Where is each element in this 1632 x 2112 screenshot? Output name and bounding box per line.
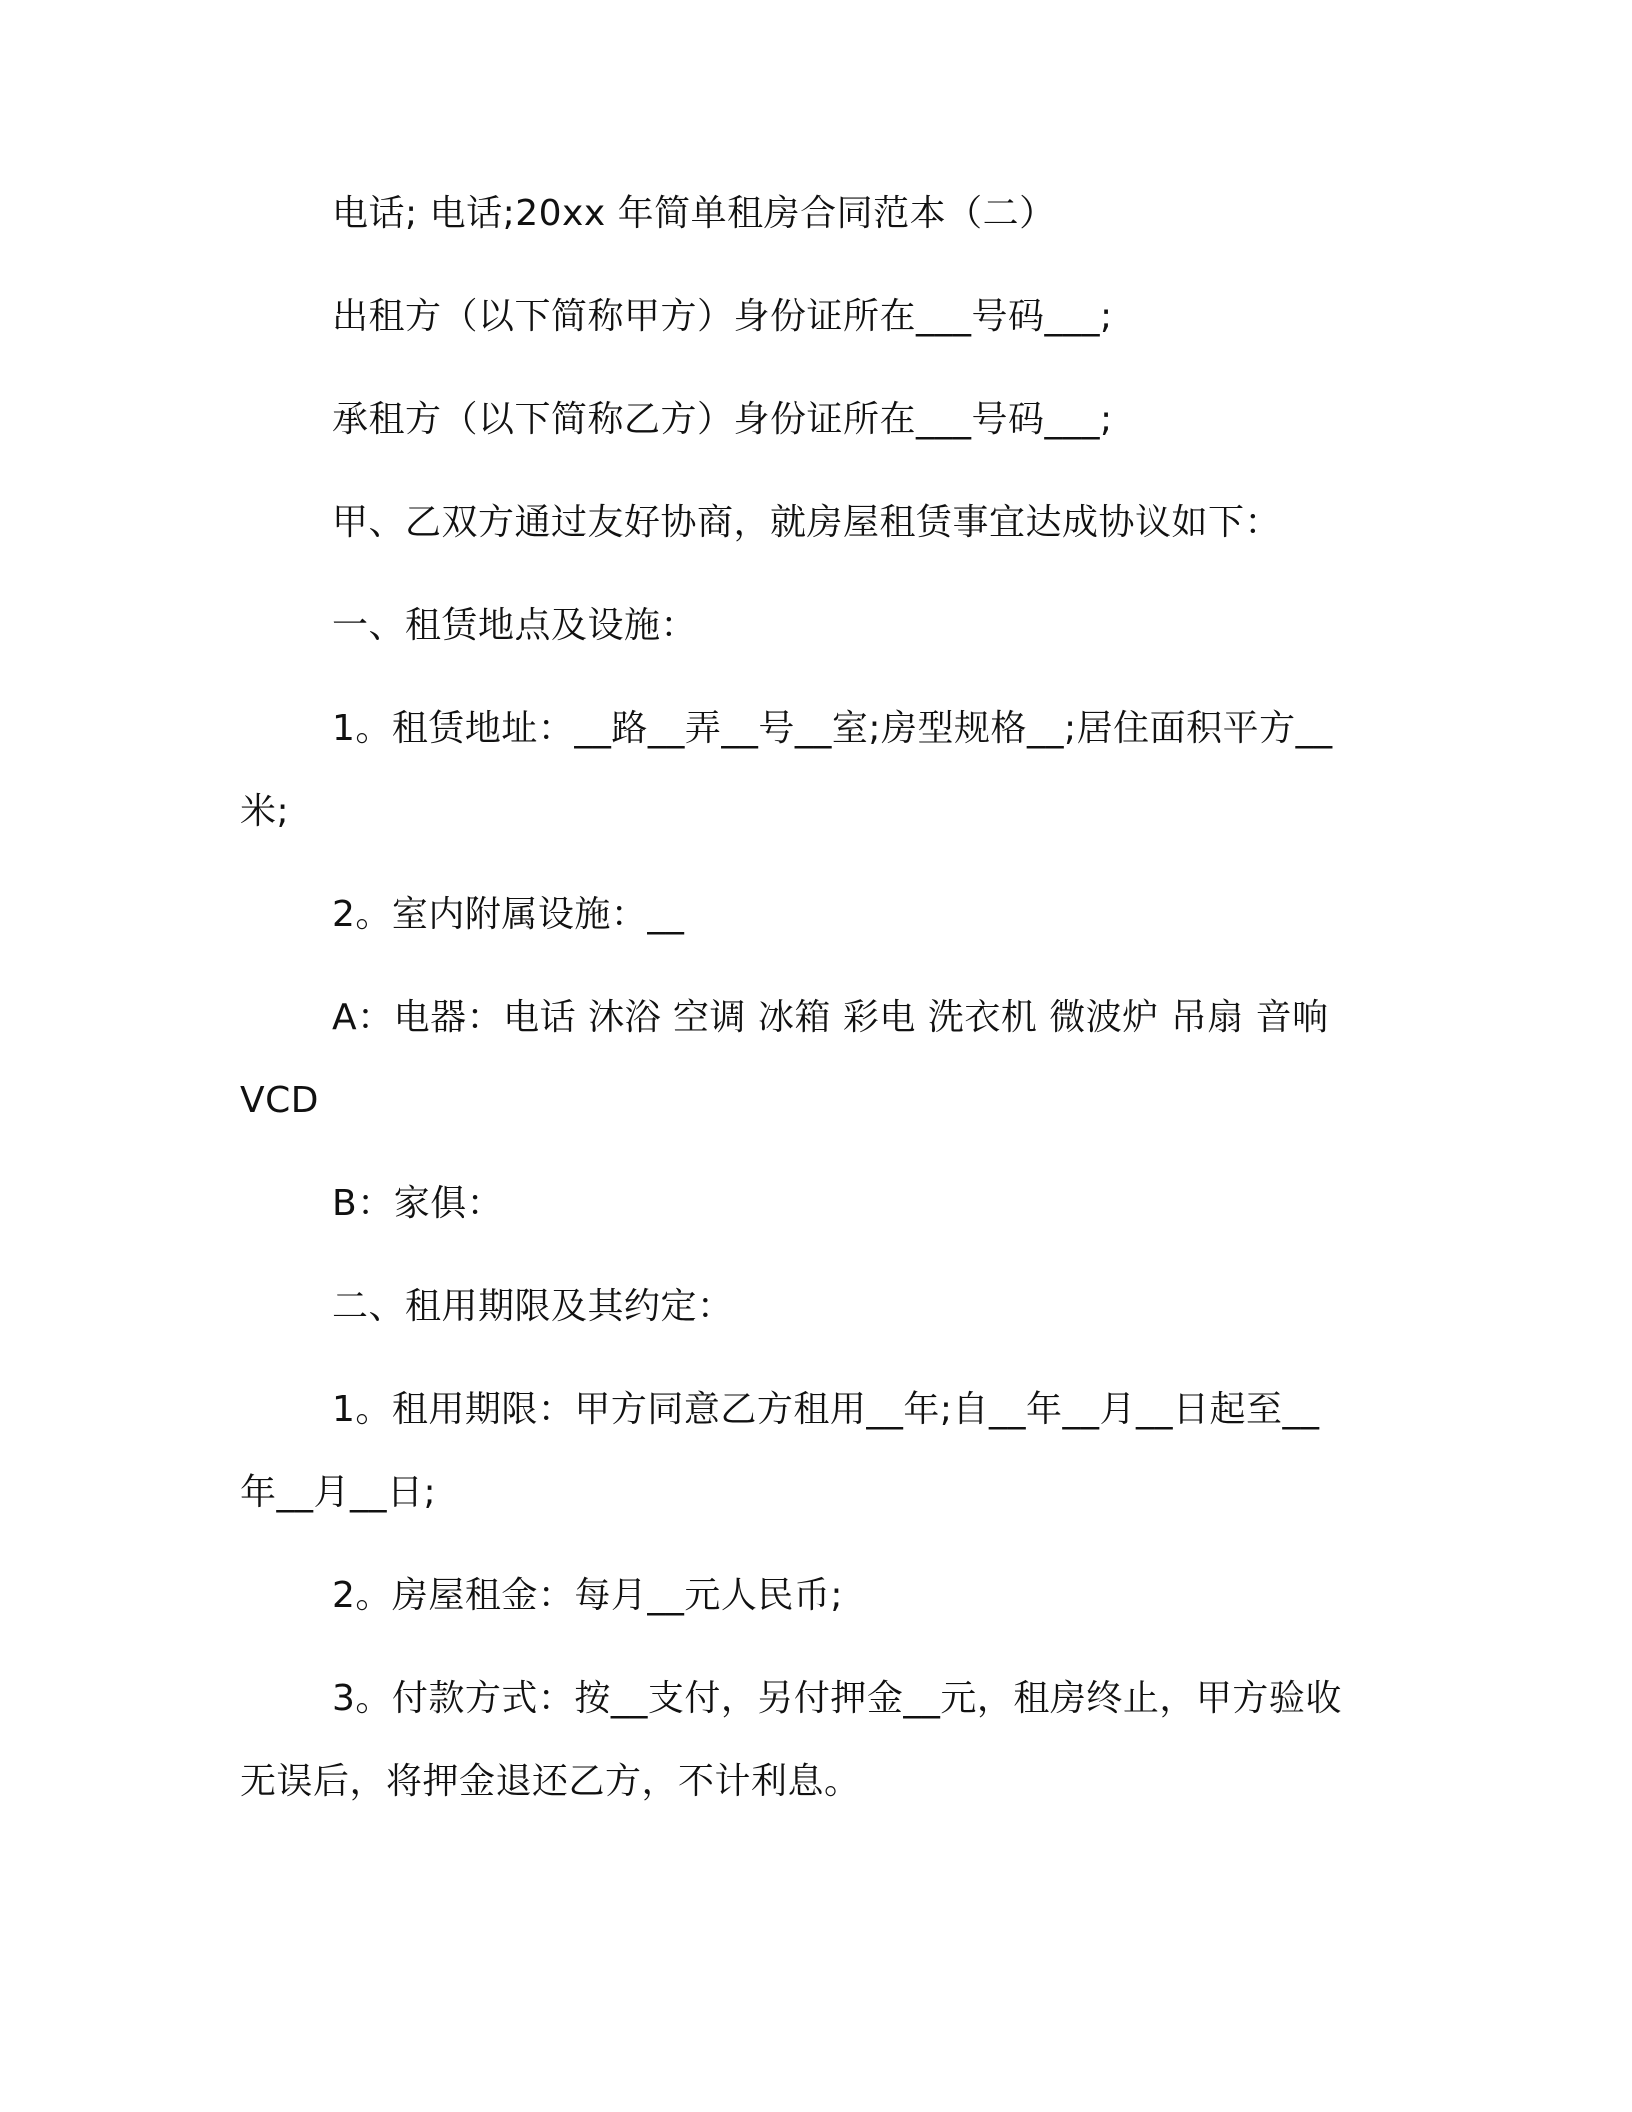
section-heading: 二、租用期限及其约定： <box>332 1286 734 1327</box>
clause-line: B：家俱： <box>332 1183 504 1224</box>
clause-continuation-line: 无误后，将押金退还乙方，不计利息。 <box>240 1761 861 1802</box>
clause-continuation-line: VCD <box>240 1080 319 1121</box>
section-heading: 一、租赁地点及设施： <box>332 605 698 646</box>
lessee-line: 承租方（以下简称乙方）身份证所在___号码___; <box>332 399 1113 440</box>
contract-title-line: 电话; 电话;20xx 年简单租房合同范本（二） <box>332 193 1056 234</box>
agreement-intro-line: 甲、乙双方通过友好协商，就房屋租赁事宜达成协议如下： <box>332 502 1282 543</box>
clause-line: A：电器：电话 沐浴 空调 冰箱 彩电 洗衣机 微波炉 吊扇 音响 <box>332 997 1329 1038</box>
clause-line: 1。租用期限：甲方同意乙方租用__年;自__年__月__日起至__ <box>332 1389 1320 1430</box>
clause-continuation-line: 米; <box>240 791 290 832</box>
clause-continuation-line: 年__月__日; <box>240 1472 437 1513</box>
clause-line: 1。租赁地址：__路__弄__号__室;房型规格__;居住面积平方__ <box>332 708 1333 749</box>
clause-line: 2。房屋租金：每月__元人民币; <box>332 1575 844 1616</box>
clause-line: 2。室内附属设施：__ <box>332 894 685 935</box>
clause-line: 3。付款方式：按__支付，另付押金__元，租房终止，甲方验收 <box>332 1678 1342 1719</box>
lessor-line: 出租方（以下简称甲方）身份证所在___号码___; <box>332 296 1113 337</box>
